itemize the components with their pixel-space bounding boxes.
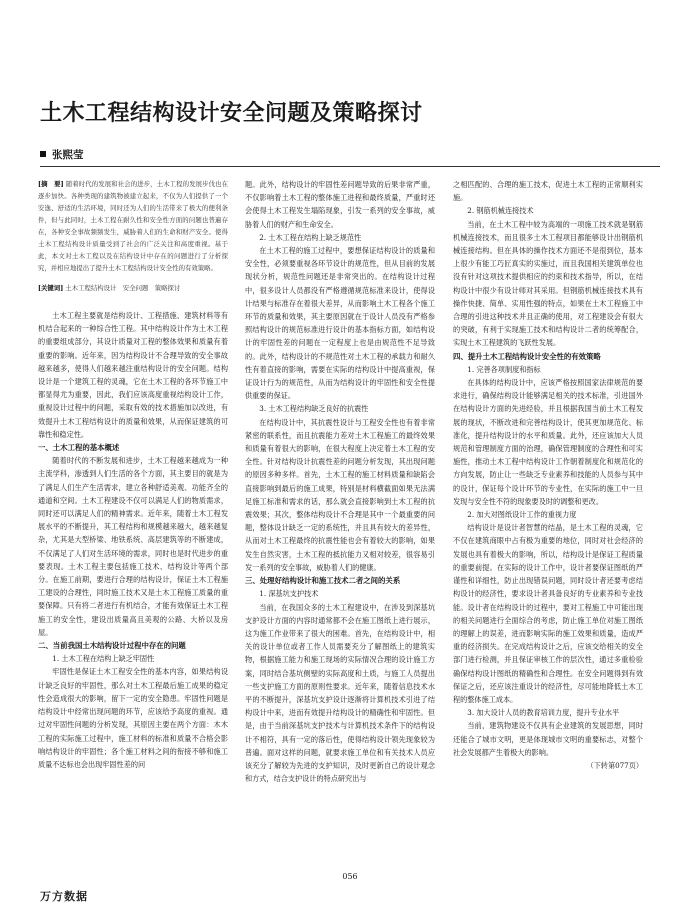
continuation-note: （下转第077页） <box>586 760 643 770</box>
author-line <box>40 147 84 162</box>
body-paragraph: 在土木工程的施工过程中，要想保证结构设计的质量和安全性，必须要重视各环节设计的规范性，但从目前的发展现状分析，规范性问题还是非常突出的。在结构设计过程中，很多设计人员都没有严格遵循规范标准来设计，使得设计结果与标准存在着很大差异，从而影响土木工程各个施工环节的质量和效果，其主要原因就在于设计人员没有严格参照结构设计的规范标准进行设计的基本指标方面，如结构设计的牢固性差的问题在一定程度上也是由规范性不足导致的。此外，结构设计的不规范性对土木工程的承载力和耐久性有着直接的影响，需要在实际的结构设计中提高重视，保证设计行为的规范性，从而为结构设计的牢固性和安全性提供重要的保证。 <box>245 246 435 401</box>
keywords-text: 土木工程结构设计 安全问题 策略探讨 <box>65 284 181 292</box>
column-2 <box>245 178 435 785</box>
body-paragraph: 之相匹配的、合理的施工技术，促进土木工程的正常顺利实施。 <box>453 180 643 203</box>
body-paragraph: 土木工程主要就是结构设计、工程措施、建筑材料等有机结合起来的一种综合性工程。其中结构设计作为土木工程的重要组成部分，其设计质量对工程的整体效果和质量有着重要的影响。近年来，因为结构设计不合理导致的安全事故越来越多，使得人们越来越注重结构设计的安全问题。结构设计是一个建筑工程的灵魂，它在土木工程的各环节施工中都显得尤为重要，因此，我们应该高度重视结构设计工作，重视设计过程中的问题，采取有效的技术措施加以改进，有效提升土木工程结构设计的质量和效果，从而保证建筑的可靠性和稳定性。 <box>38 311 228 439</box>
subsection-heading: 1. 深基坑支护技术 <box>259 589 319 599</box>
author-name: 张熙莹 <box>52 149 84 161</box>
body-paragraph: 随着时代的不断发展和进步，土木工程越来越成为一种主流学科，渗透到人们生活的各个方面，其主要目的就是为了满足人们生产生活需求，建立各种舒适美观、功能齐全的通道和空间。土木工程建设不仅可以满足人们的物质需求，同时还可以满足人们的精神需求。近年来，随着土木工程发展水平的不断提升，其工程结构和规模越来越大，越来越复杂，尤其是大型桥梁、地铁系统、高层建筑等的不断建成，不仅满足了人们对生活环境的需求，同时也是时代进步的重要表现。土木工程主要包括施工技术、结构设计等两个部分。在施工前期，要进行合理的结构设计，保证土木工程施工建设的合理性，同时施工技术又是土木工程施工质量的重要保障。只有将二者进行有机结合，才能有效保证土木工程施工的安全性，建设出质量高且美观的公路、大桥以及房屋。 <box>38 456 228 637</box>
abstract-text: 随着时代的发展和社会的进步，土木工程的发展步伐也在逐步加快。各种类现的建筑物被建立起来，不仅为人们提供了一个安逸、舒适的生活环境，同时还为人们的生活带来了极大的便利条件，但与此同时，土木工程在耐久性和安全性方面的问题也普遍存在，各种安全事故频频发生，威胁着人们的生命和财产安全。使得土木工程结构设计质量受到了社会的广泛关注和高度重视。基于此，本文对土木工程以及在结构设计中存在的问题进行了分析探究，并相应地提出了提升土木工程结构设计安全性的有效策略。 <box>38 180 228 272</box>
section-heading: 一、土木工程的基本概述 <box>38 443 120 453</box>
keywords <box>38 282 228 294</box>
body-paragraph: 结构设计是设计者智慧的结晶，是土木工程的灵魂，它不仅在建筑商眼中占有极为重要的地位，同时对社会经济的发展也具有着极大的影响，所以，结构设计是保证工程质量的重要前提。在实际的设计工作中，设计者要保证图纸的严谨性和详细性，防止出现错误问题，同时设计者还要考虑结构设计的经济性，要求设计者具备良好的专业素养和专业技能。设计者在结构设计的过程中，要对工程施工中可能出现的相关问题进行全面综合的考虑，防止施工单位对施工图纸的理解上的误差，进而影响实际的施工效果和质量，造成严重的经济损失。在完成结构设计之后，应该交给相关的安全部门进行检测，并且保证审核工作的层次性，通过多重检验确保结构设计图纸的精确性和合理性。在安全问题得到有效保证之后，还应该注重设计的经济性，尽可能地降低土木工程的整体施工成本。 <box>453 523 643 704</box>
abstract <box>38 178 228 274</box>
square-bullet-icon <box>40 151 46 157</box>
subsection-heading: 3. 加大设计人员的教育培训力度，提升专业水平 <box>467 708 620 718</box>
subsection-heading: 1. 完善各项制度和指标 <box>467 364 541 374</box>
section-heading: 二、当前我国土木结构设计过程中存在的问题 <box>38 641 186 651</box>
section-heading: 三、处理好结构设计和施工技术二者之间的关系 <box>245 576 401 586</box>
page-number: 056 <box>342 872 358 881</box>
abstract-tag: [摘 要] <box>38 180 64 188</box>
subsection-heading: 2. 钢筋机械连接技术 <box>467 206 534 216</box>
column-1 <box>38 178 228 771</box>
body-paragraph: 当前，在土木工程中较为高端的一项施工技术就是钢筋机械连接技术，而且很多土木工程项目都能够设计出钢筋机械连接结构。但在具体的操作技术方面还不是很到位，基本上很少有能工巧匠真实的实施过，而且我国相关建筑单位也没有针对这项技术提供相应的约束和技术指导，所以，在结构设计中很少有设计师对其采用。但钢筋机械连接技术具有操作快捷、简单、实用性强的特点，如果在土木工程施工中合理的引进这种技术并且正确的使用，对工程建设会有很大的突破，有利于实现施工技术和结构设计二者的统筹配合，实现土木工程建筑的飞跃性发展。 <box>453 219 643 348</box>
body-paragraph: 当前，在我国众多的土木工程建设中，在涉及到深基坑支护设计方面的内容时通常都不会在施工图纸上进行展示，这为施工作业带来了很大的困难。首先，在结构设计中，相关的设计单位或者工作人员需要充分了解图纸上的建筑实物，根据施工能力和施工现场的实际情况合理的设计施工方案，同时结合基坑侧壁的实际高度和土质，与施工人员提出一些支护施工方面的原则性要求。近年来，随着信息技术水平的不断提升，深基坑支护设计逐渐将计算机技术引进了结构设计中来，进而有效提升结构设计的精确性和牢固性。但是，由于当前深基坑支护技术与计算机技术条件下的结构设计不相符，具有一定的落后性，使得结构设计领先现象较为普遍。面对这样的问题，就要求施工单位和有关技术人员应该充分了解较为先进的支护知识，及时更新自己的设计观念和方式，结合支护设计的特点研究出与 <box>245 602 435 784</box>
body-paragraph: 题。此外，结构设计的牢固性差问题导致的后果非常严重，不仅影响着土木工程的整体施工进程和最终质量，严重时还会使得土木工程发生塌陷现象，引发一系列的安全事故，威胁着人们的财产和生命安全。 <box>245 180 435 229</box>
title-divider <box>40 166 660 167</box>
article-title: 土木工程结构设计安全问题及策略探讨 <box>40 101 423 126</box>
body-paragraph: 牢固性是保证土木工程安全性的基本内容，如果结构设计缺乏良好的牢固性，那么对土木工程最后施工成果的稳定性会造成很大的影响，留下一定的安全隐患。牢固性问题是结构设计中经常出现问题的环节，应该给予高度的重视。通过对牢固性问题的分析发现，其原因主要在两个方面：木木工程的实际施工过程中，施工材料的标准和质量不合格会影响结构设计的牢固性；各个施工材料之间的衔接不够和施工质量不达标也会出现牢固性差的问 <box>38 667 228 769</box>
subsection-heading: 1. 土木工程在结构上缺乏牢固性 <box>52 654 155 664</box>
wanfang-logo: 万方数据 <box>40 890 88 903</box>
subsection-heading: 2. 加大对图纸设计工作的重视力度 <box>467 510 577 520</box>
subsection-heading: 3. 土木工程结构缺乏良好的抗震性 <box>259 404 369 414</box>
keywords-tag: [关键词] <box>38 284 64 292</box>
body-paragraph: 在具体的结构设计中，应该严格按照国家法律规范的要求进行，确保结构设计能够满足相关的技术标准，引进国外在结构设计方面的先进经验，并且根据我国当前土木工程发展的现状，不断改进和完善结构设计，使其更加规范化、标准化，提升结构设计的水平和质量。此外，还应该加大人员规范和管理制度方面的治理，确保管理制度的合理性和可实施性，推动土木工程中结构设计工作朝着制度化和规范化的方向发展，防止让一些缺乏专业素养和技能的人员参与其中的设计，保证每个设计环节的专业性，在实际的施工中一旦发现与安全性不符的现象要及时的调整和更改。 <box>453 378 643 506</box>
subsection-heading: 2. 土木工程在结构上缺乏规范性 <box>259 232 362 242</box>
section-heading: 四、提升土木工程结构设计安全性的有效策略 <box>453 351 601 361</box>
body-paragraph: 在结构设计中，其抗震性设计与工程安全性也有着非常紧密的联系性，而且抗震能力差对土木工程施工的最终效果和质量有着很大的影响，在很大程度上决定着土木工程的安全性。针对结构设计抗震性差的问题分析发现，其出现问题的原因多种多样。首先，土木工程的施工材料质量和缺陷会直接影响到最后的施工成果，特别是材料横截面如果无法满足施工标准和需求的话，那么就会直接影响到土木工程的抗震效果；其次，整体结构设计不合理是其中一个最重要的问题，整体设计缺乏一定的系统性，并且具有较大的差异性，从而对土木工程最终的抗震性能也会有着较大的影响，如果发生自然灾害，土木工程的抵抗能力又相对较差，很容易引发一系列的安全事故，威胁着人们的健康。 <box>245 417 435 572</box>
column-3 <box>453 178 643 772</box>
body-paragraph: 当前，建筑物建设不仅具有企业建筑的发展思想，同时还能合了城市文明，更是体现城市文明的重要标志，对整个社会发展都产生着极大的影响。 <box>453 721 643 757</box>
